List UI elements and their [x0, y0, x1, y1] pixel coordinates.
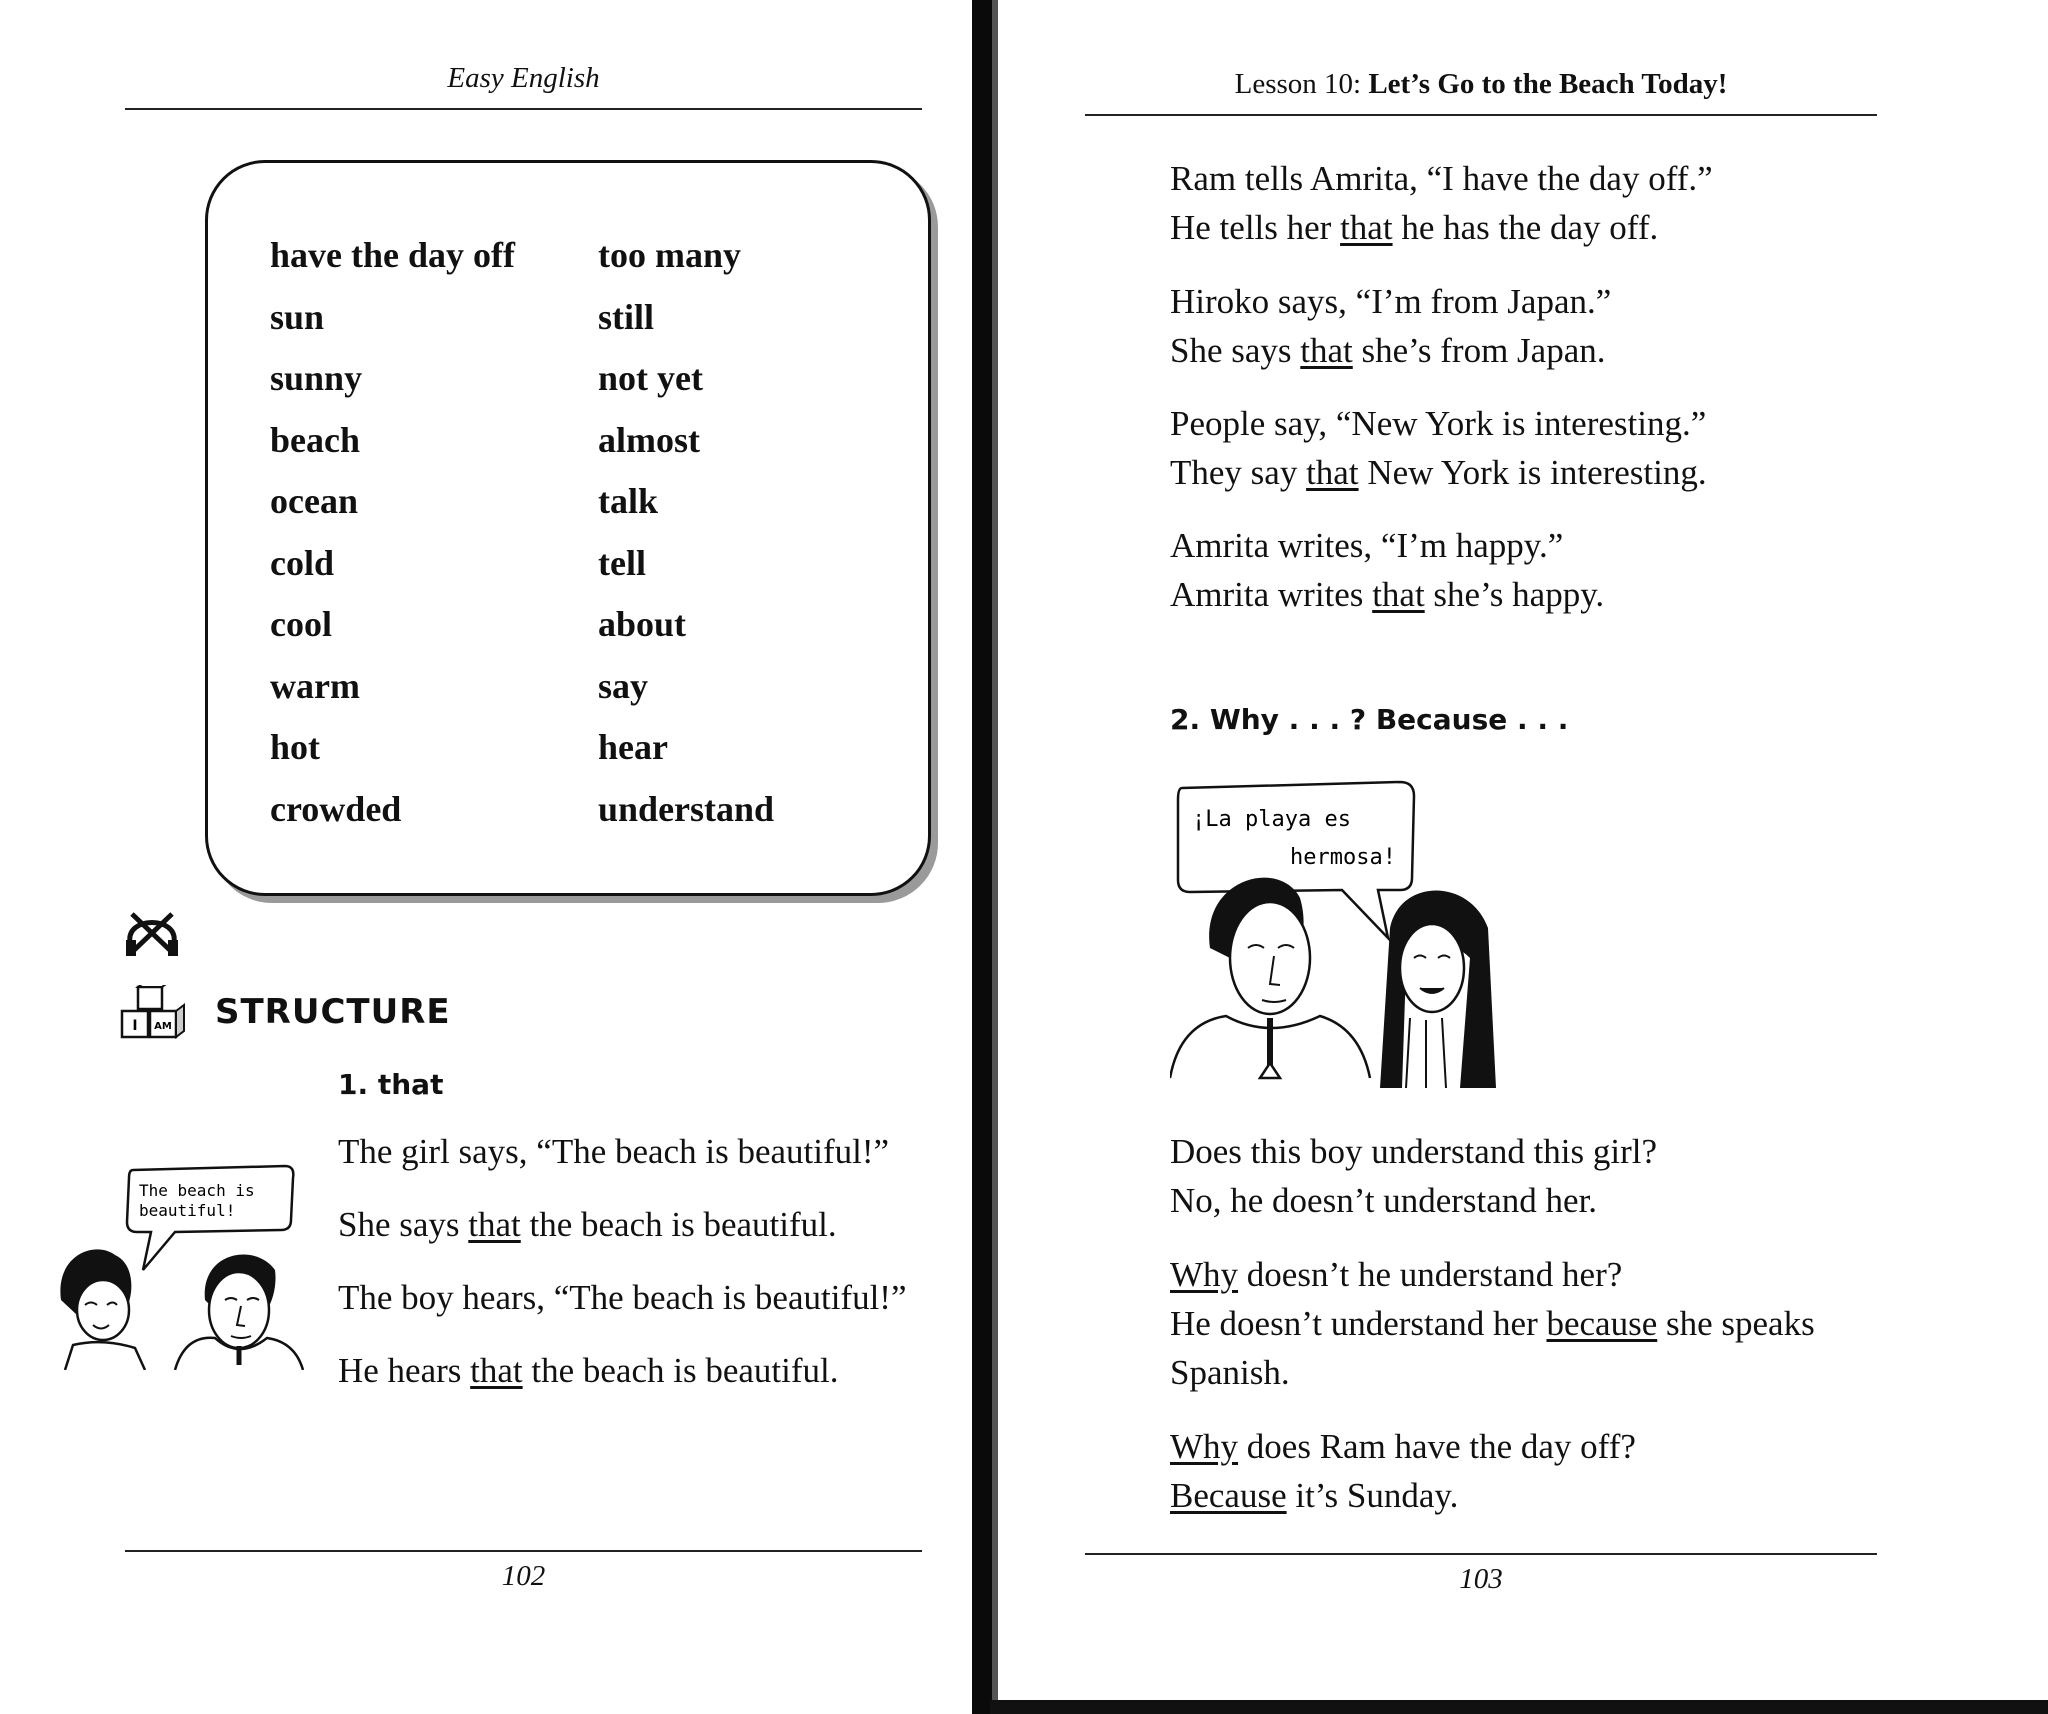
vocab-word: beach: [270, 419, 360, 460]
structure-sentence-1: [338, 1132, 889, 1172]
bubble-text-line-1: The beach is: [139, 1181, 255, 1200]
vocab-word: almost: [598, 419, 700, 460]
sentence-text: He hears: [338, 1351, 471, 1390]
why-because-subheading: 2. Why . . . ? Because . . .: [1170, 703, 1569, 736]
that-subheading: 1. that: [338, 1068, 444, 1101]
vocabulary-box: [205, 160, 931, 896]
qa-pair-2: [1170, 1250, 1870, 1397]
paragraph-4: [1170, 521, 1604, 619]
underlined-word: Why: [1170, 1427, 1239, 1466]
vocab-word: tell: [598, 542, 646, 583]
bubble-text-line-1: ¡La playa es: [1192, 807, 1351, 832]
headphones-icon: [122, 902, 182, 962]
vocab-word: cold: [270, 542, 335, 583]
vocab-word: sun: [270, 296, 325, 337]
sentence-text: The girl says, “The beach is beautiful!”: [338, 1132, 890, 1171]
vocab-word: not yet: [598, 358, 703, 398]
qa-pair-1: [1170, 1127, 1657, 1225]
underlined-word: Because: [1170, 1476, 1287, 1515]
boy-and-girl-illustration: [1170, 778, 1530, 1098]
question-text: doesn’t he understand her?: [1238, 1255, 1623, 1294]
question: [1170, 1250, 1870, 1299]
structure-sentence-4: [338, 1351, 839, 1391]
question-text: does Ram have the day off?: [1238, 1427, 1636, 1466]
line-text: He tells her: [1170, 208, 1341, 247]
vocab-word: about: [598, 604, 687, 644]
vocab-word: say: [598, 665, 649, 706]
right-running-head: [1085, 68, 1877, 101]
underlined-word: that: [468, 1205, 521, 1244]
left-footer-rule: [125, 1550, 922, 1552]
line-text: Amrita writes: [1170, 575, 1373, 614]
underlined-word: that: [470, 1351, 523, 1390]
structure-heading: STRUCTURE: [215, 992, 451, 1032]
line-text: she’s from Japan.: [1352, 331, 1606, 370]
vocab-word: too many: [598, 235, 741, 275]
page-bottom-edge: [990, 1700, 2048, 1714]
vocab-word: understand: [598, 788, 775, 829]
qa-pair-3: [1170, 1422, 1636, 1520]
vocab-word: talk: [598, 481, 659, 521]
paragraph-3: [1170, 399, 1707, 497]
paragraph-2: [1170, 277, 1611, 375]
structure-sentence-2: [338, 1205, 837, 1245]
spine-shadow: [992, 0, 998, 1714]
paragraph-line: [1170, 570, 1604, 619]
girl-and-boy-illustration: [55, 1160, 305, 1370]
underlined-word: Why: [1170, 1255, 1239, 1294]
left-running-head: Easy English: [447, 62, 600, 94]
line-text: They say: [1170, 453, 1307, 492]
lesson-label: Lesson 10:: [1234, 68, 1369, 100]
answer-text: she speaks Spanish.: [1170, 1304, 1815, 1392]
underlined-word: that: [1300, 331, 1353, 370]
sentence-text: the beach is beautiful.: [522, 1351, 839, 1390]
block-letter-i: I: [132, 1018, 138, 1034]
paragraph-line: Amrita writes, “I’m happy.”: [1170, 526, 1564, 565]
sentence-text: She says: [338, 1205, 469, 1244]
answer: [1170, 1471, 1636, 1520]
underlined-word: that: [1340, 208, 1393, 247]
line-text: she’s happy.: [1424, 575, 1605, 614]
book-spine: [972, 0, 992, 1714]
vocabulary-column-1: [270, 225, 515, 840]
underlined-word: because: [1546, 1304, 1658, 1343]
underlined-word: that: [1372, 575, 1425, 614]
right-header-rule: [1085, 114, 1877, 116]
underlined-word: that: [1306, 453, 1359, 492]
answer-text: He doesn’t understand her: [1170, 1304, 1547, 1343]
vocabulary-column-2: [598, 225, 774, 840]
paragraph-line: People say, “New York is interesting.”: [1170, 404, 1707, 443]
vocab-word: crowded: [270, 788, 402, 829]
paragraph-line: Hiroko says, “I’m from Japan.”: [1170, 282, 1612, 321]
paragraph-line: [1170, 448, 1707, 497]
paragraph-line: Ram tells Amrita, “I have the day off.”: [1170, 159, 1713, 198]
vocab-word: still: [598, 296, 655, 337]
answer: No, he doesn’t understand her.: [1170, 1181, 1598, 1220]
answer: [1170, 1299, 1870, 1397]
question: [1170, 1422, 1636, 1471]
paragraph-line: [1170, 326, 1611, 375]
vocab-word: hot: [270, 727, 321, 767]
paragraph-1: [1170, 154, 1713, 252]
vocab-word: cool: [270, 604, 332, 644]
sentence-text: the beach is beautiful.: [520, 1205, 837, 1244]
answer-text: it’s Sunday.: [1286, 1476, 1459, 1515]
right-footer-rule: [1085, 1553, 1877, 1555]
structure-sentence-3: [338, 1278, 907, 1318]
question: Does this boy understand this girl?: [1170, 1132, 1658, 1171]
right-page-number: 103: [1459, 1563, 1503, 1595]
bubble-text-line-2: hermosa!: [1290, 845, 1396, 870]
vocab-word: hear: [598, 727, 668, 767]
left-header-rule: [125, 108, 922, 110]
vocab-word: ocean: [270, 481, 358, 521]
line-text: She says: [1170, 331, 1301, 370]
vocab-word: have the day off: [270, 235, 515, 275]
lesson-title: Let’s Go to the Beach Today!: [1368, 68, 1728, 100]
vocab-word: warm: [270, 665, 360, 706]
line-text: New York is interesting.: [1358, 453, 1707, 492]
letter-blocks-icon: [118, 985, 188, 1041]
paragraph-line: [1170, 203, 1713, 252]
block-letters-am: AM: [154, 1021, 172, 1032]
bubble-text-line-2: beautiful!: [139, 1201, 236, 1220]
left-page-number: 102: [501, 1560, 546, 1592]
vocab-word: sunny: [270, 358, 363, 398]
sentence-text: The boy hears, “The beach is beautiful!”: [338, 1278, 907, 1317]
line-text: he has the day off.: [1392, 208, 1659, 247]
